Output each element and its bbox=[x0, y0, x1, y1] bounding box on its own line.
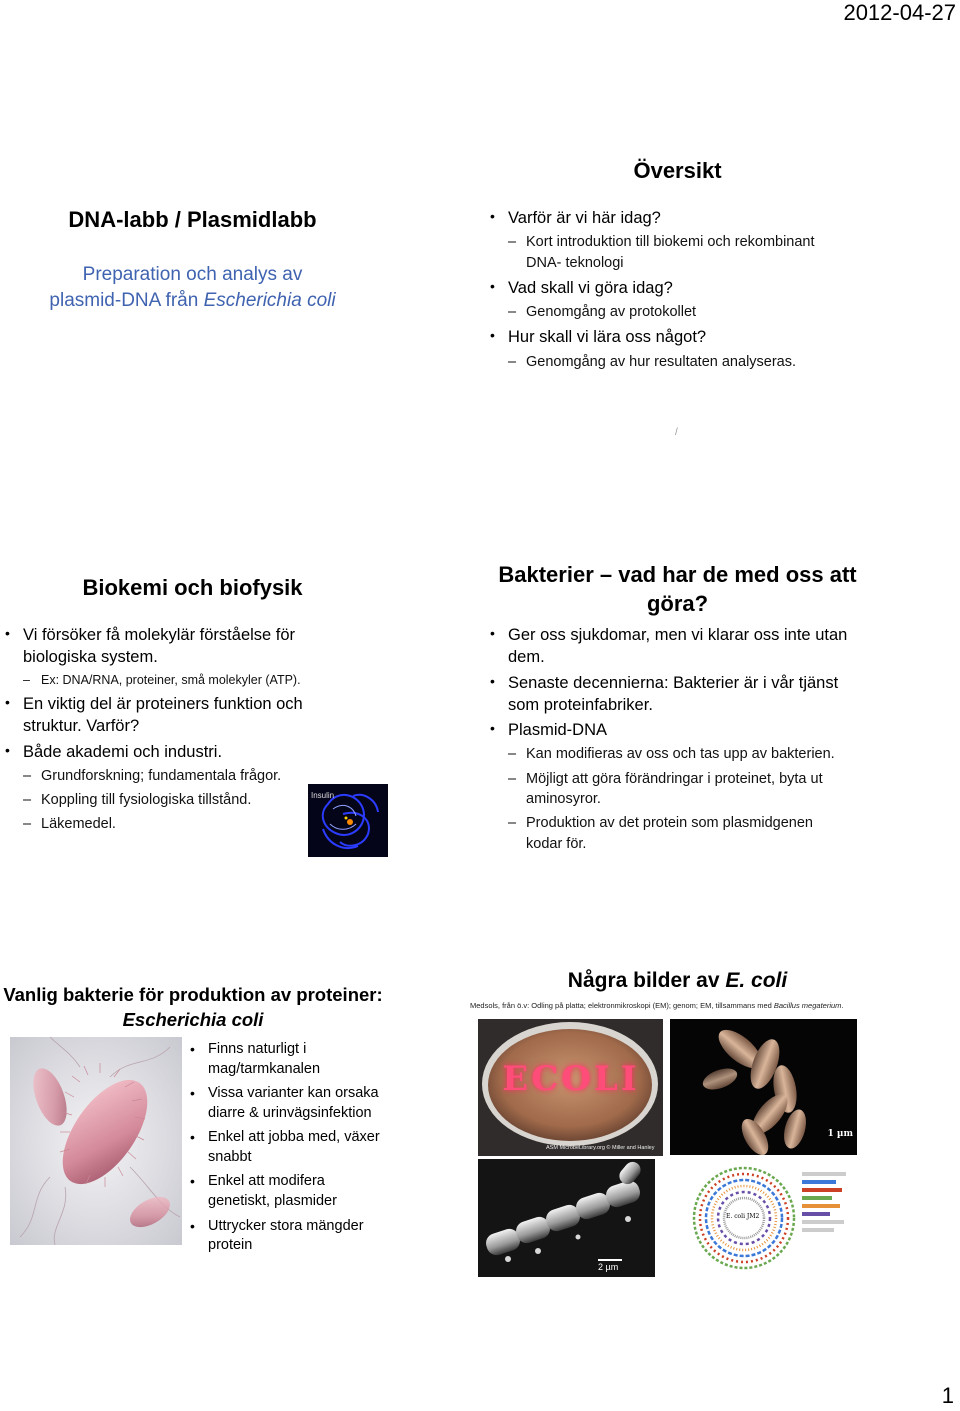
slide1-subtitle-italic: Escherichia coli bbox=[203, 289, 336, 311]
slide3-subbullet: – Läkemedel. bbox=[5, 814, 325, 834]
slide6-caption-italic: Bacillus megaterium bbox=[773, 1001, 842, 1010]
slide4-title-line2: göra? bbox=[646, 590, 709, 616]
slide5-bullet-list bbox=[190, 1040, 390, 1261]
slide-title-dna-labb bbox=[10, 207, 375, 233]
slide6-title-plain: Några bilder av bbox=[567, 969, 726, 992]
slide5-bullet: • Finns naturligt i mag/tarmkanalen bbox=[190, 1040, 390, 1079]
slide6-caption bbox=[470, 1001, 890, 1010]
slide4-bullet-list bbox=[490, 624, 860, 858]
slide2-bullet: • Varför är vi här idag? bbox=[490, 207, 850, 229]
em-image-2 bbox=[478, 1159, 655, 1277]
slide2-bullet-list bbox=[490, 207, 850, 376]
slide3-bullet-list bbox=[5, 624, 325, 839]
agar-plate-image bbox=[478, 1019, 663, 1156]
slide3-subbullet: – Grundforskning; fundamentala frågor. bbox=[5, 766, 325, 786]
slide3-bullet: • En viktig del är proteiners funktion och struktur. Varför? bbox=[5, 693, 325, 738]
slide1-subtitle-line1: Preparation och analys av bbox=[82, 264, 303, 285]
slide5-bullet: • Enkel att modifera genetiskt, plasmider bbox=[190, 1172, 390, 1211]
slide4-subbullet: – Möjligt att göra förändringar i proteinet, byta ut aminosyror. bbox=[490, 769, 840, 810]
slide2-subbullet: – Genomgång av protokollet bbox=[490, 302, 850, 322]
plate-ecoli-text: ECOLI bbox=[502, 1059, 640, 1099]
slide2-subbullet: – Kort introduktion till biokemi och rekombinant DNA- teknologi bbox=[490, 232, 830, 273]
em-chain-graphic bbox=[478, 1159, 655, 1277]
em1-scale-label: 1 µm bbox=[827, 1129, 853, 1139]
genome-map-graphic bbox=[688, 1162, 852, 1274]
insulin-label: Insulin bbox=[311, 791, 335, 800]
slide1-title: DNA-labb / Plasmidlabb bbox=[68, 207, 317, 232]
slide1-subtitle bbox=[10, 262, 375, 313]
slide4-bullet: • Plasmid-DNA bbox=[490, 719, 860, 741]
slide6-caption-end: . bbox=[841, 1001, 844, 1010]
slide4-bullet: • Senaste decennierna: Bakterier är i vår tjänst som proteinfabriker. bbox=[490, 672, 860, 717]
slide2-bullet: • Hur skall vi lära oss något? bbox=[490, 326, 850, 348]
slide5-title bbox=[0, 983, 386, 1033]
plate-credit: ASM MicrobeLibrary.org © Miller and Hanley bbox=[546, 1145, 655, 1151]
slide4-title bbox=[480, 561, 875, 618]
slide4-title-line1: Bakterier – vad har de med oss att bbox=[498, 562, 857, 587]
ecoli-illustration-graphic bbox=[10, 1037, 182, 1245]
bacteria-illustration bbox=[10, 1037, 182, 1245]
slide6-caption-plain: Medsols, från ö.v: Odling på platta; elektronmikroskopi (EM); genom; EM, tillsammans med bbox=[470, 1001, 774, 1010]
slide5-title-line1: Vanlig bakterie för produktion av proteiner: bbox=[3, 984, 383, 1005]
page-number: 1 bbox=[941, 1383, 954, 1408]
slide3-bullet: • Både akademi och industri. bbox=[5, 741, 325, 763]
slide6-title bbox=[480, 969, 875, 993]
slide3-subbullet: – Koppling till fysiologiska tillstånd. bbox=[5, 790, 325, 810]
genome-map-image bbox=[688, 1162, 852, 1274]
stray-mark: / bbox=[675, 427, 678, 438]
slide1-subtitle-line2 bbox=[10, 288, 375, 314]
slide3-title: Biokemi och biofysik bbox=[82, 575, 303, 600]
slide4-subbullet: – Produktion av det protein som plasmidgenen kodar för. bbox=[490, 813, 830, 854]
slide2-subbullet: – Genomgång av hur resultaten analyseras. bbox=[490, 352, 850, 372]
slide2-bullet: • Vad skall vi göra idag? bbox=[490, 277, 850, 299]
header-date: 2012-04-27 bbox=[843, 0, 956, 25]
slide3-subbullet: – Ex: DNA/RNA, proteiner, små molekyler (ATP). bbox=[5, 672, 325, 690]
slide5-title-line2: Escherichia coli bbox=[122, 1008, 264, 1030]
slide4-subbullet: – Kan modifieras av oss och tas upp av bakterien. bbox=[490, 744, 860, 764]
em-image-1 bbox=[670, 1019, 857, 1155]
slide5-bullet: • Enkel att jobba med, växer snabbt bbox=[190, 1128, 390, 1167]
slide3-bullet: • Vi försöker få molekylär förståelse för biologiska system. bbox=[5, 624, 325, 669]
slide1-subtitle-plain: plasmid-DNA från bbox=[49, 289, 204, 311]
slide5-bullet: • Vissa varianter kan orsaka diarre & urinvägsinfektion bbox=[190, 1084, 390, 1123]
slide4-bullet: • Ger oss sjukdomar, men vi klarar oss inte utan dem. bbox=[490, 624, 860, 669]
genome-label: E. coli JM2 bbox=[726, 1213, 760, 1220]
slide5-bullet: • Uttrycker stora mängder protein bbox=[190, 1217, 390, 1256]
slide6-title-italic: E. coli bbox=[725, 969, 788, 992]
em2-scale-label: 2 µm bbox=[598, 1262, 619, 1272]
slide2-title: Översikt bbox=[633, 158, 722, 183]
insulin-image bbox=[308, 784, 388, 857]
